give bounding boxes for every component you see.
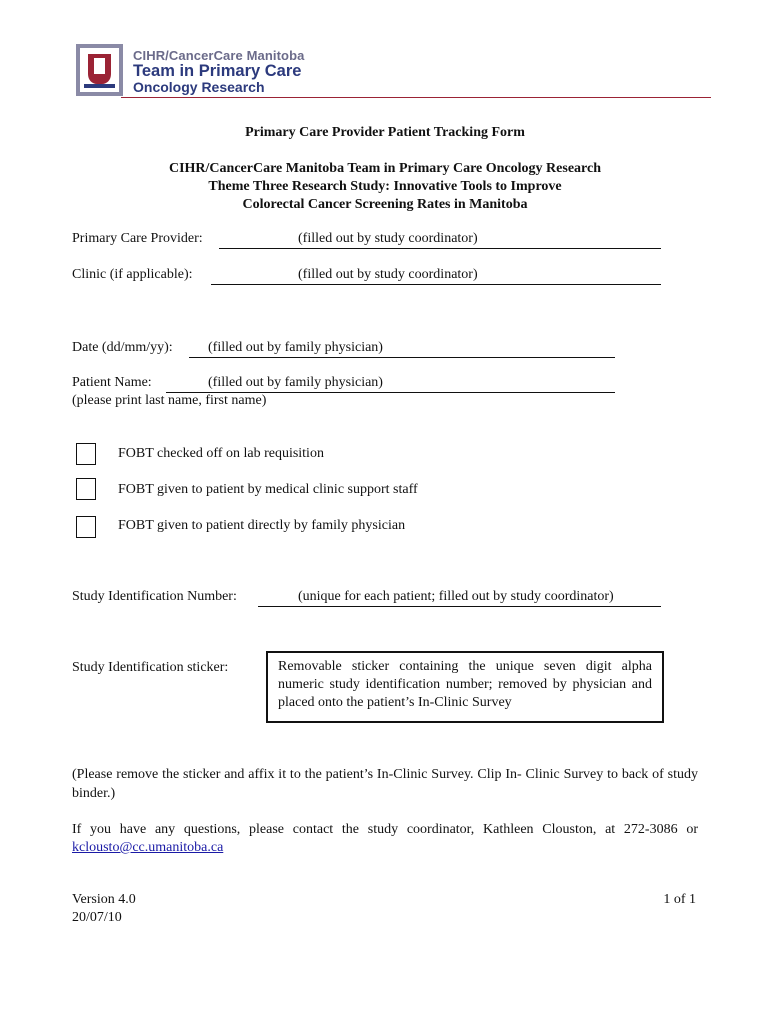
study-id-field[interactable] (258, 588, 661, 607)
fobt-physician-checkbox[interactable] (76, 516, 96, 538)
fobt-support-staff-label: FOBT given to patient by medical clinic support staff (118, 482, 418, 497)
date-field[interactable] (189, 339, 615, 358)
logo-line-org: CIHR/CancerCare Manitoba (133, 48, 305, 63)
fobt-requisition-checkbox[interactable] (76, 443, 96, 465)
page-number: 1 of 1 (663, 892, 696, 907)
provider-value: (filled out by study coordinator) (298, 231, 478, 246)
date-label: Date (dd/mm/yy): (72, 340, 173, 355)
logo-line-team: Team in Primary Care (133, 62, 302, 80)
fobt-requisition-label: FOBT checked off on lab requisition (118, 446, 324, 461)
version-date: 20/07/10 (72, 910, 122, 925)
provider-field[interactable] (219, 230, 661, 249)
sticker-box: Removable sticker containing the unique seven digit alpha numeric study identification number; removed by physician and placed onto the patient’s In-Clinic Survey (266, 651, 664, 723)
patient-name-field[interactable] (166, 374, 615, 393)
date-value: (filled out by family physician) (208, 340, 383, 355)
clinic-value: (filled out by study coordinator) (298, 267, 478, 282)
team-title: CIHR/CancerCare Manitoba Team in Primary Care Oncology Research (168, 161, 601, 176)
fobt-support-staff-checkbox[interactable] (76, 478, 96, 500)
patient-value: (filled out by family physician) (208, 375, 383, 390)
contact-email-wrap (72, 839, 223, 857)
cihr-logo-icon (76, 44, 123, 96)
logo-line-research: Oncology Research (133, 79, 265, 95)
study-id-label: Study Identification Number: (72, 589, 237, 604)
fobt-physician-label: FOBT given to patient directly by family physician (118, 518, 406, 533)
study-title: Colorectal Cancer Screening Rates in Manitoba (242, 197, 528, 212)
theme-title: Theme Three Research Study: Innovative Tools to Improve (208, 179, 562, 194)
patient-note: (please print last name, first name) (72, 393, 267, 408)
study-id-value: (unique for each patient; filled out by study coordinator) (298, 589, 614, 604)
patient-label: Patient Name: (72, 375, 152, 390)
version-text: Version 4.0 (72, 892, 136, 907)
clinic-field[interactable] (211, 266, 661, 285)
form-title: Primary Care Provider Patient Tracking Form (245, 125, 525, 140)
contact-text: If you have any questions, please contact the study coordinator, Kathleen Clouston, at 272-3086 or (72, 822, 698, 837)
instruction-note: (Please remove the sticker and affix it to the patient’s In-Clinic Survey. Clip In- Clinic Survey to back of study binder.) (72, 767, 698, 801)
clinic-label: Clinic (if applicable): (72, 267, 193, 282)
provider-label: Primary Care Provider: (72, 231, 203, 246)
contact-email-link[interactable]: kclousto@cc.umanitoba.ca (72, 840, 224, 855)
header-rule (121, 97, 711, 98)
sticker-label: Study Identification sticker: (72, 660, 229, 675)
